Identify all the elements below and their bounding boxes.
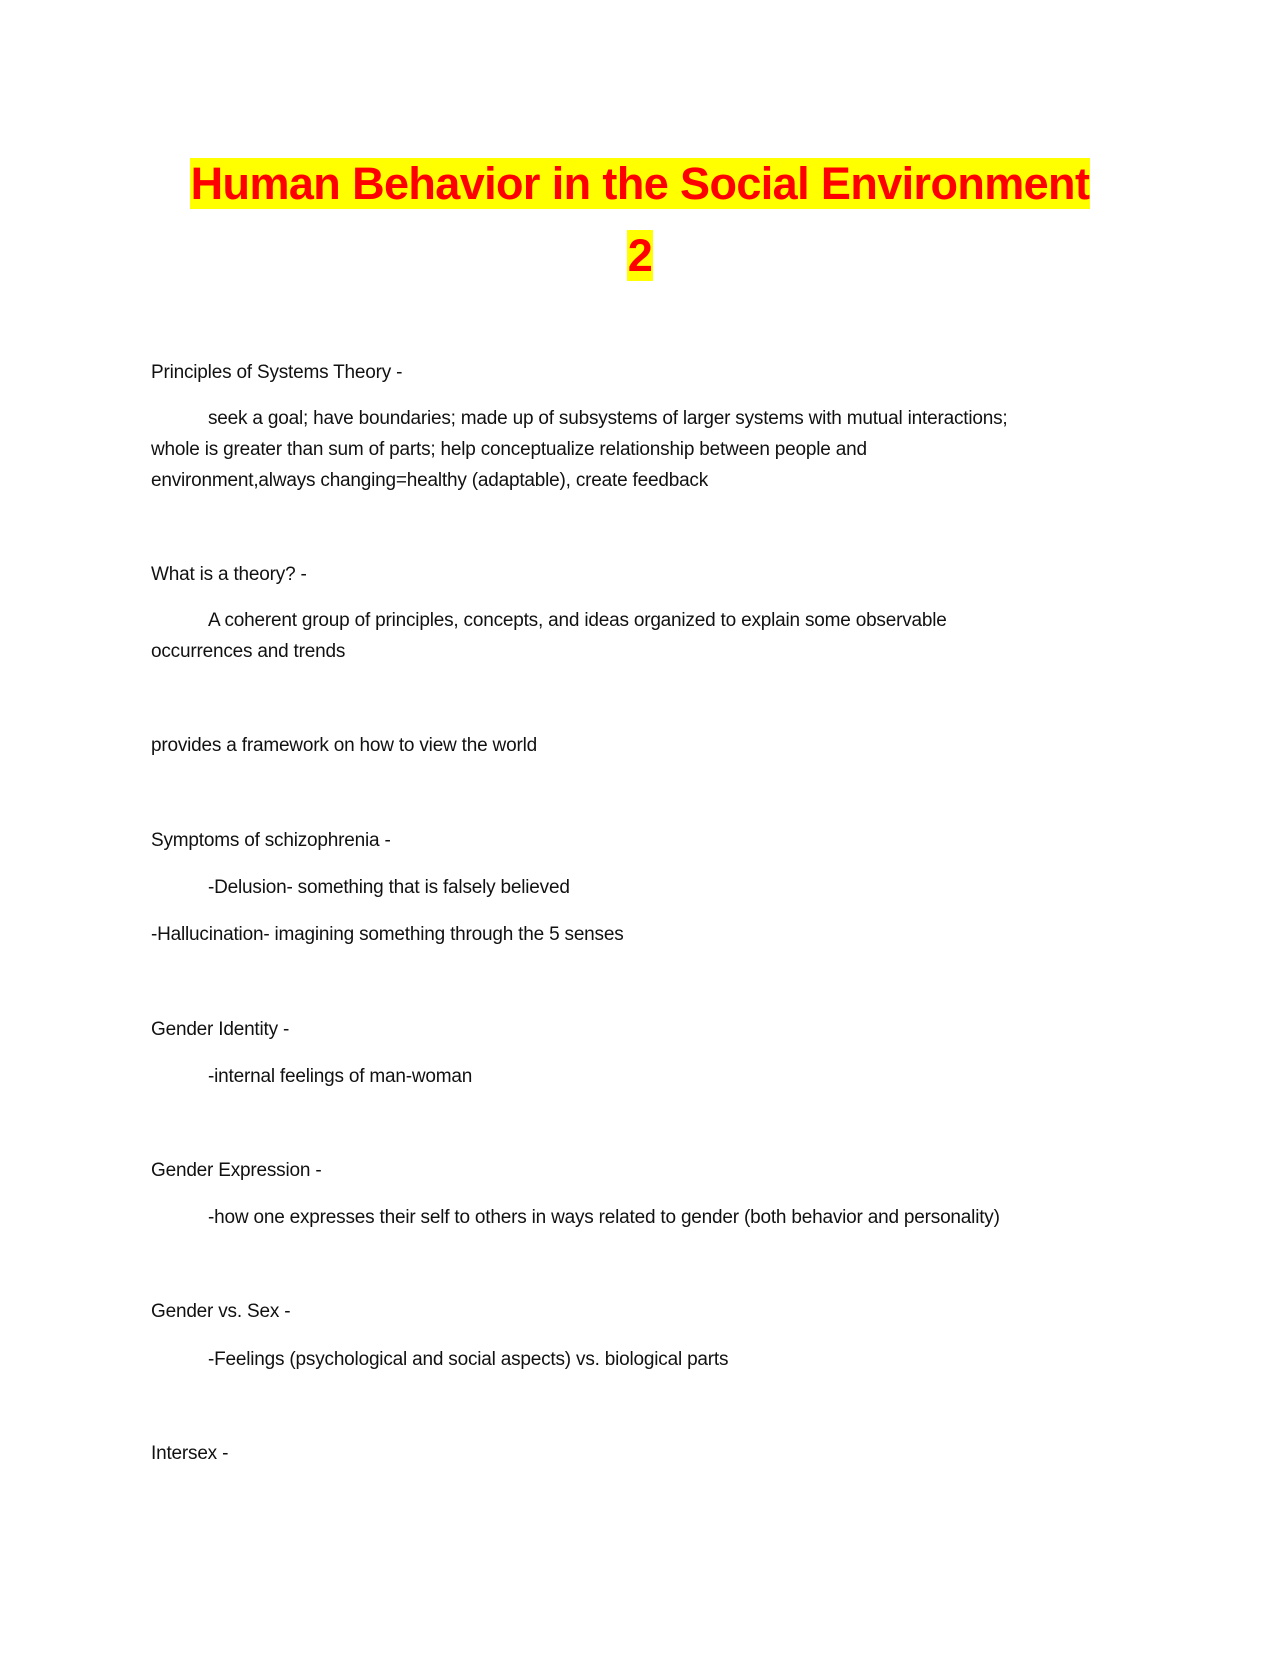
definition-line: provides a framework on how to view the world: [151, 735, 537, 756]
term-gender-expression: Gender Expression -: [151, 1160, 322, 1181]
definition-line: -how one expresses their self to others in ways related to gender (both behavior and personality): [208, 1207, 1000, 1228]
term-gender-vs-sex: Gender vs. Sex -: [151, 1301, 291, 1322]
definition-line: occurrences and trends: [151, 641, 346, 662]
title-line-2: 2: [627, 230, 653, 281]
document-title-continued: [0, 222, 1280, 289]
definition-line: seek a goal; have boundaries; made up of subsystems of larger systems with mutual interactions;: [208, 408, 1008, 429]
title-line-1: Human Behavior in the Social Environment: [190, 158, 1090, 209]
definition-line: -Delusion- something that is falsely believed: [208, 877, 570, 898]
definition-line: whole is greater than sum of parts; help conceptualize relationship between people and: [151, 439, 867, 460]
term-systems-theory: Principles of Systems Theory -: [151, 362, 403, 383]
definition-line: -Feelings (psychological and social aspects) vs. biological parts: [208, 1349, 729, 1370]
term-theory: What is a theory? -: [151, 564, 307, 585]
term-schizophrenia: Symptoms of schizophrenia -: [151, 830, 391, 851]
definition-line: -Hallucination- imagining something through the 5 senses: [151, 924, 624, 945]
definition-line: environment,always changing=healthy (adaptable), create feedback: [151, 470, 709, 491]
term-intersex: Intersex -: [151, 1443, 229, 1464]
term-gender-identity: Gender Identity -: [151, 1019, 290, 1040]
document-title: [0, 150, 1280, 217]
definition-line: A coherent group of principles, concepts, and ideas organized to explain some observable: [208, 610, 947, 631]
definition-line: -internal feelings of man-woman: [208, 1066, 473, 1087]
